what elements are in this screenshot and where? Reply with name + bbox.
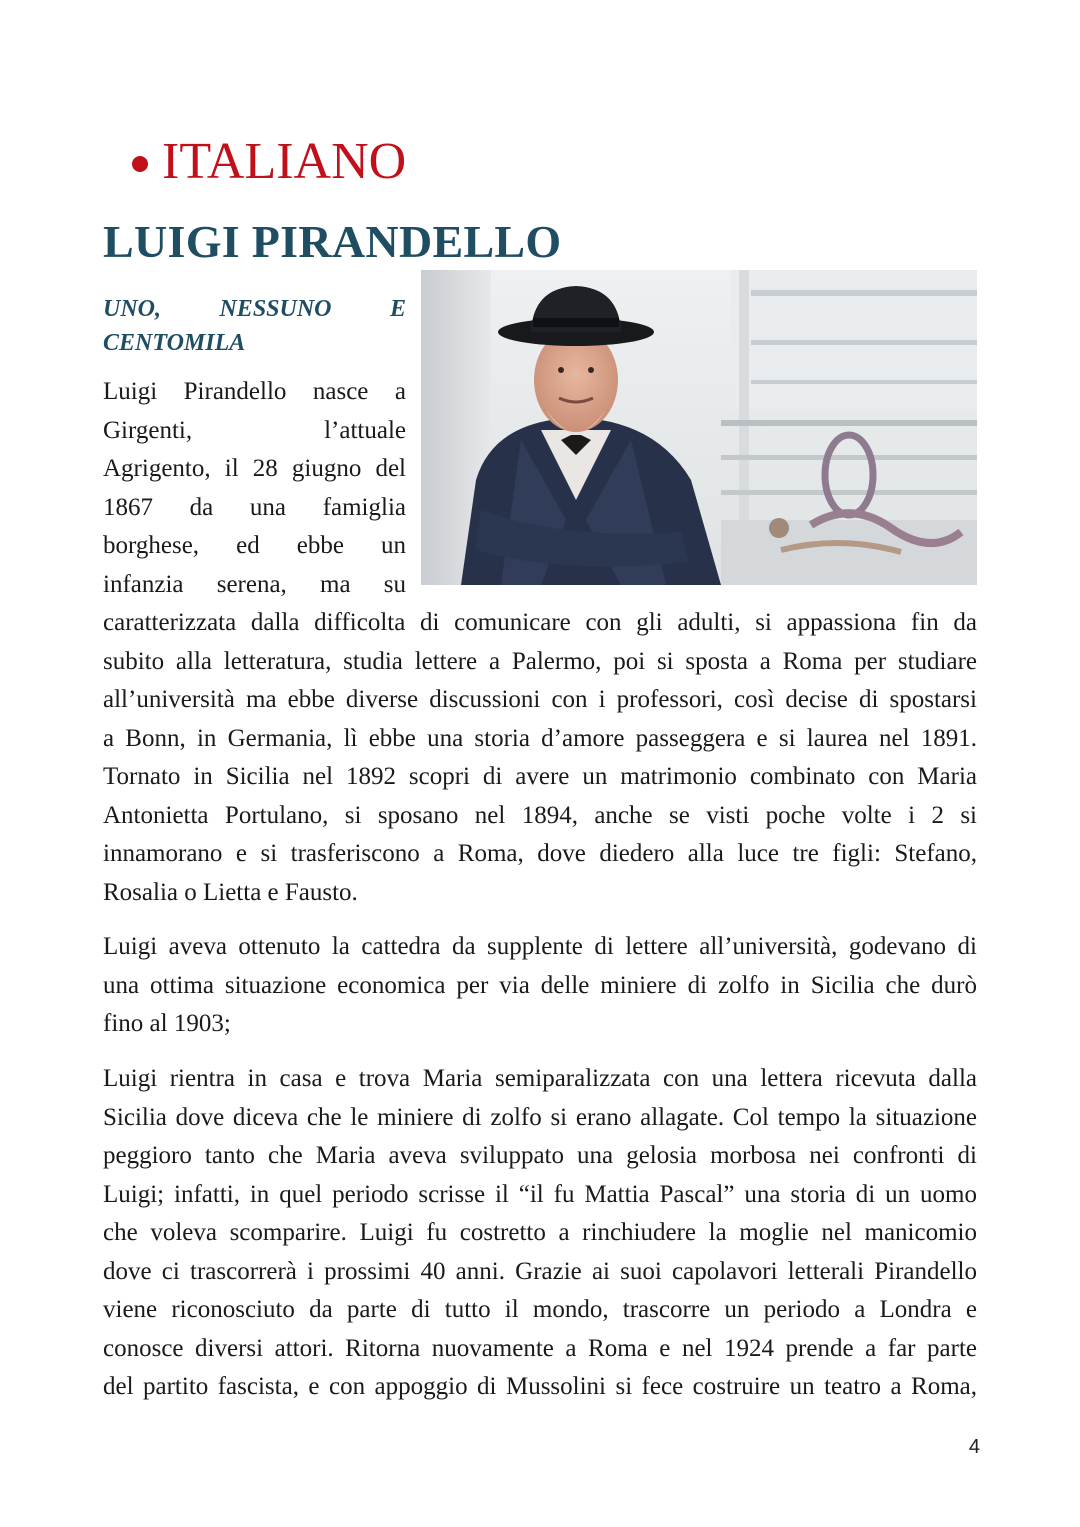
paragraph-1 xyxy=(103,604,977,912)
text-line: Agrigento, il 28 giugno del xyxy=(103,455,406,482)
bullet-icon xyxy=(132,156,148,172)
text-line: una ottima situazione economica per via delle miniere di zolfo in Sicilia che durò xyxy=(103,971,977,999)
subtitle-line: CENTOMILA xyxy=(103,330,246,356)
text-line: Tornato in Sicilia nel 1892 scopri di avere un matrimonio combinato con Maria xyxy=(103,763,977,790)
text-line: Luigi rientra in casa e trova Maria semiparalizzata con una lettera ricevuta dalla xyxy=(103,1065,977,1092)
text-line: Antonietta Portulano, si sposano nel 1894, anche se visti poche volte i 2 si xyxy=(103,801,977,829)
intro-text xyxy=(103,373,406,604)
text-line: che voleva scomparire. Luigi fu costretto a rinchiudere la moglie nel manicomio xyxy=(103,1219,977,1246)
text-line: infanzia serena, ma su xyxy=(103,570,406,598)
paragraph-3 xyxy=(103,1060,977,1407)
text-line: caratterizzata dalla difficolta di comunicare con gli adulti, si appassiona fin da xyxy=(103,609,977,636)
text-line: peggioro tanto che Maria aveva sviluppato una gelosia morbosa nei confronti di xyxy=(103,1142,977,1169)
text-line: Luigi aveva ottenuto la cattedra da supplente di lettere all’università, godevano di xyxy=(103,933,977,960)
text-line: Rosalia o Lietta e Fausto. xyxy=(103,878,358,906)
text-line: subito alla letteratura, studia lettere a Palermo, poi si sposta a Roma per studiare xyxy=(103,647,977,675)
text-line: Girgenti, l’attuale xyxy=(103,416,406,444)
text-line: borghese, ed ebbe un xyxy=(103,532,406,559)
section-heading xyxy=(132,132,406,192)
text-line: all’università ma ebbe diverse discussioni con i professori, così decise di spostarsi xyxy=(103,686,977,713)
text-line: innamorano e si trasferiscono a Roma, dove diedero alla luce tre figli: Stefano, xyxy=(103,840,977,867)
text-line: viene riconosciuto da parte di tutto il mondo, trascorre un periodo a Londra e xyxy=(103,1296,977,1323)
text-line: 1867 da una famiglia xyxy=(103,493,406,521)
text-line: fino al 1903; xyxy=(103,1010,231,1037)
work-subtitle xyxy=(103,292,406,360)
text-line: a Bonn, in Germania, lì ebbe una storia d’amore passeggera e si laurea nel 1891. xyxy=(103,724,977,752)
portrait-photo-icon xyxy=(421,270,977,585)
text-line: del partito fascista, e con appoggio di Mussolini si fece costruire un teatro a Roma, xyxy=(103,1373,977,1400)
page-number: 4 xyxy=(968,1436,980,1458)
text-line: Luigi Pirandello nasce a xyxy=(103,378,406,405)
text-line: conosce diversi attori. Ritorna nuovamente a Roma e nel 1924 prende a far parte xyxy=(103,1334,977,1362)
subtitle-line: UNO, NESSUNO E xyxy=(103,296,406,322)
text-line: Luigi; infatti, in quel periodo scrisse il “il fu Mattia Pascal” una storia di un uomo xyxy=(103,1180,977,1208)
page-title: LUIGI PIRANDELLO xyxy=(103,216,562,267)
section-label: ITALIANO xyxy=(162,133,407,190)
paragraph-2 xyxy=(103,928,977,1044)
text-line: Sicilia dove diceva che le miniere di zolfo si erano allagate. Col tempo la situazione xyxy=(103,1103,977,1131)
text-line: dove ci trascorrerà i prossimi 40 anni. Grazie ai suoi capolavori letterali Pirandello xyxy=(103,1257,977,1285)
